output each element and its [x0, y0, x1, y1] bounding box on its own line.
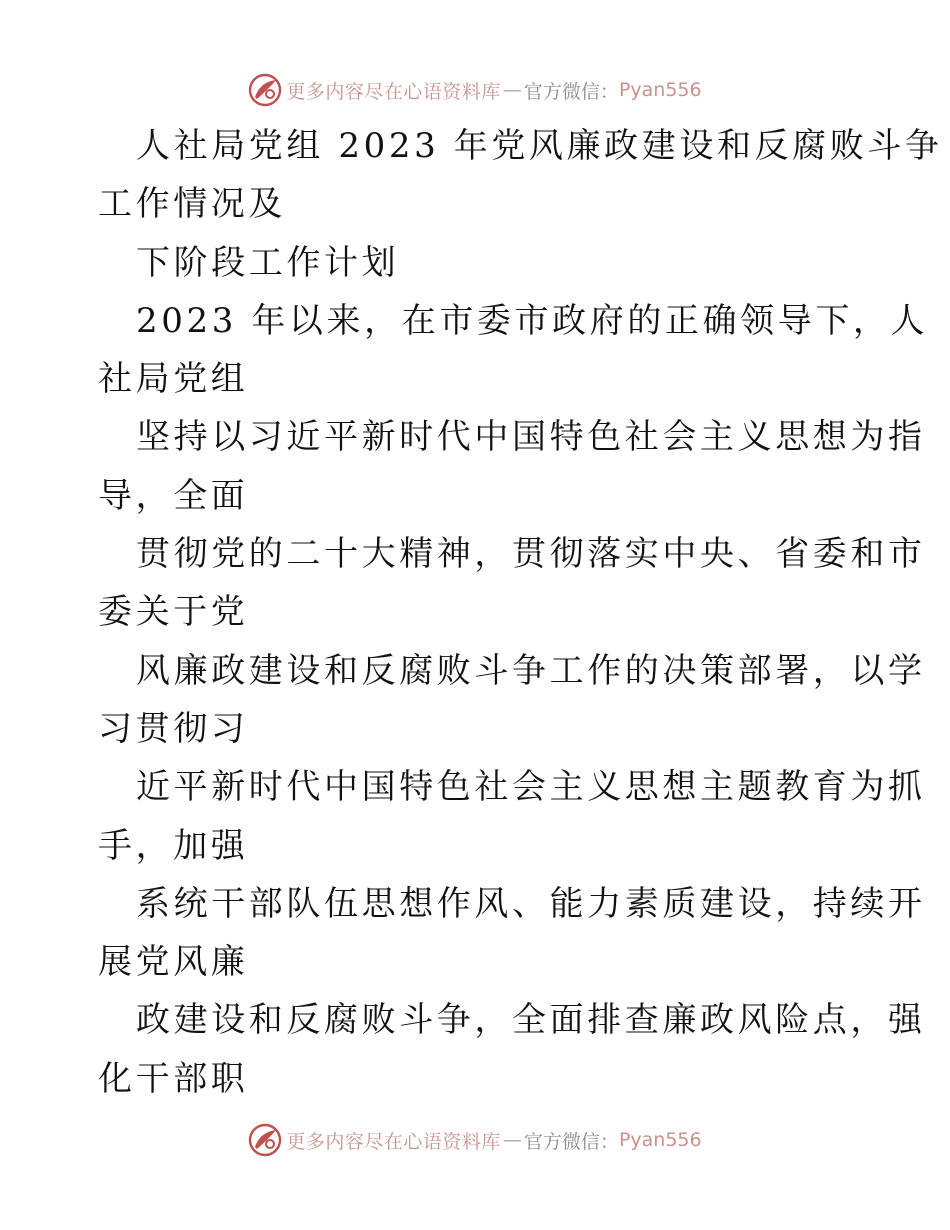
document-line: 习贯彻习	[98, 708, 249, 749]
document-line: 政建设和反腐败斗争，全面排查廉政风险点，强	[136, 1000, 926, 1041]
document-line: 坚持以习近平新时代中国特色社会主义思想为指	[136, 417, 926, 458]
watermark-label: 官方微信：	[523, 80, 619, 103]
pen-logo-icon	[248, 1123, 282, 1157]
document-line: 委关于党	[98, 592, 249, 633]
document-line: 系统干部队伍思想作风、能力素质建设，持续开	[136, 883, 926, 924]
document-line: 近平新时代中国特色社会主义思想主题教育为抓	[136, 767, 926, 808]
document-line: 贯彻党的二十大精神，贯彻落实中央、省委和市	[136, 534, 926, 575]
document-line: 手，加强	[98, 825, 249, 866]
document-line: 2023 年以来，在市委市政府的正确领导下，人	[136, 300, 929, 341]
watermark-separator: —	[502, 79, 522, 101]
document-line: 风廉政建设和反腐败斗争工作的决策部署，以学	[136, 650, 926, 691]
document-line: 下阶段工作计划	[136, 242, 400, 283]
document-body	[98, 117, 943, 1108]
watermark-handle: Pyan556	[618, 79, 702, 101]
document-line: 工作情况及	[98, 184, 286, 225]
document-line: 人社局党组 2023 年党风廉政建设和反腐败斗争	[136, 126, 943, 166]
watermark-label: 官方微信：	[523, 1130, 619, 1153]
document-line: 化干部职	[98, 1058, 249, 1099]
header-watermark	[0, 70, 950, 110]
watermark-handle: Pyan556	[618, 1129, 702, 1151]
footer-watermark	[0, 1120, 950, 1160]
document-line: 展党风廉	[98, 942, 249, 983]
watermark-text: 更多内容尽在心语资料库	[286, 1130, 501, 1153]
pen-logo-icon	[248, 73, 282, 107]
document-line: 导，全面	[98, 475, 249, 516]
watermark-text: 更多内容尽在心语资料库	[286, 80, 501, 103]
watermark-separator: —	[502, 1129, 522, 1151]
document-line: 社局党组	[98, 359, 249, 400]
